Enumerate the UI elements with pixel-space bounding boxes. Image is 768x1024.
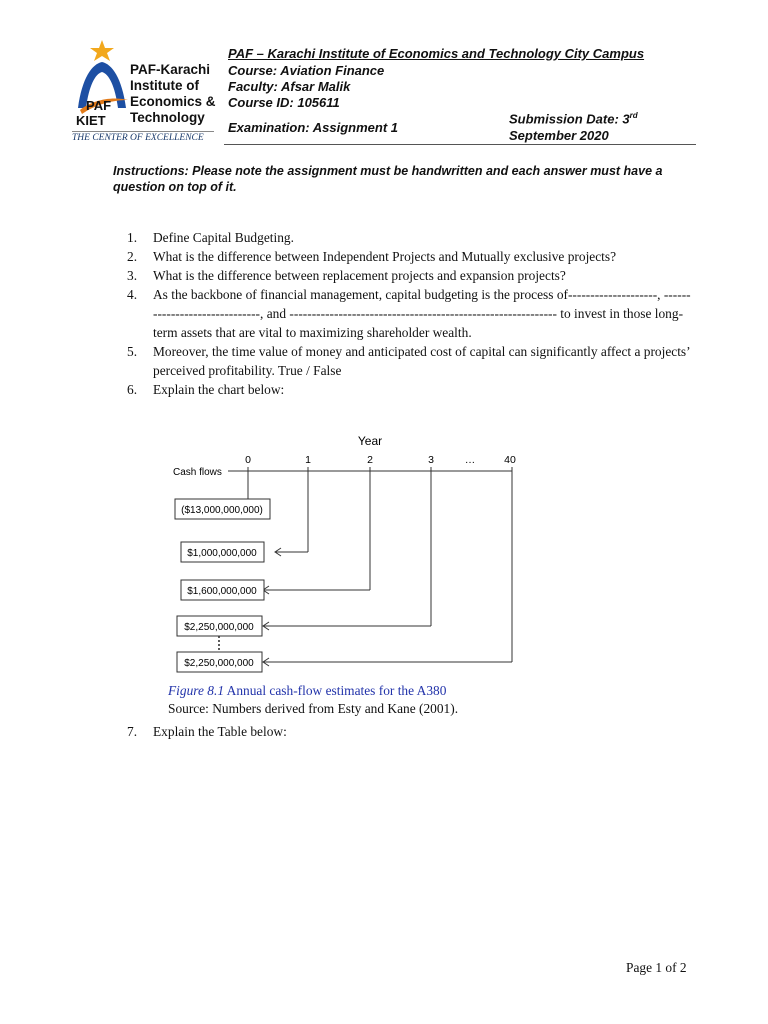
figure-box-value: $2,250,000,000	[184, 658, 254, 669]
page-number: Page 1 of 2	[626, 960, 687, 975]
question-number: 5.	[127, 344, 138, 359]
question-text: Define Capital Budgeting.	[153, 230, 294, 245]
figure-source: Source: Numbers derived from Esty and Kane (2001).	[168, 701, 459, 716]
question-item	[127, 228, 695, 247]
question-text: As the backbone of financial management, capital budgeting is the process of--------------------, ------------------------------, and ------------------------------------------------------------ to invest in those long-term assets that are vital to maximizing shareholder wealth.	[153, 287, 691, 340]
figure-year-tick: 1	[305, 454, 311, 466]
figure-box-value: $1,000,000,000	[187, 548, 257, 559]
figure-box-year-3	[177, 616, 262, 636]
cash-flow-figure	[160, 430, 540, 720]
campus-title: PAF – Karachi Institute of Economics and Technology City Campus	[228, 46, 645, 61]
document-header	[72, 38, 696, 146]
course-id: Course ID: 105611	[228, 95, 340, 110]
submission-date-sup: rd	[629, 111, 638, 120]
question-number: 7.	[127, 724, 138, 739]
question-number: 6.	[127, 382, 138, 397]
question-number: 2.	[127, 249, 138, 264]
logo-paf-text: PAF	[86, 98, 112, 113]
figure-caption-title: Annual cash-flow estimates for the A380	[226, 683, 447, 698]
logo-line-2: Institute of	[130, 78, 199, 93]
figure-box-year-2	[181, 580, 264, 600]
figure-box-value: ($13,000,000,000)	[181, 505, 263, 516]
figure-box-value: $2,250,000,000	[184, 622, 254, 633]
question-text: What is the difference between Independent Projects and Mutually exclusive projects?	[153, 249, 617, 264]
figure-box-year-0	[175, 499, 270, 519]
header-divider	[224, 144, 696, 145]
figure-box-value: $1,600,000,000	[187, 586, 257, 597]
question-item	[127, 247, 695, 266]
instructions: Instructions: Please note the assignment must be handwritten and each answer must have a question on top of it.	[113, 164, 663, 194]
question-number: 4.	[127, 287, 138, 302]
submission-date-label: Submission Date: 3	[509, 111, 630, 127]
figure-year-tick: 2	[367, 454, 373, 466]
figure-caption	[168, 682, 458, 718]
submission-date	[509, 111, 638, 126]
logo-line-4: Technology	[130, 110, 205, 125]
logo-line-1: PAF-Karachi	[130, 62, 211, 77]
question-text: Explain the Table below:	[153, 724, 287, 739]
figure-row-label: Cash flows	[173, 467, 222, 478]
faculty-name: Faculty: Afsar Malik	[228, 79, 351, 94]
figure-year-tick: 3	[428, 454, 434, 466]
question-item	[127, 342, 695, 380]
figure-year-tick: …	[464, 454, 476, 466]
question-item	[127, 380, 695, 399]
submission-date-month: September 2020	[509, 128, 609, 143]
question-item	[127, 722, 713, 741]
logo-line-3: Economics &	[130, 94, 216, 109]
figure-year-tick: 40	[504, 454, 516, 466]
logo-kiet-text: KIET	[76, 113, 106, 128]
course-name: Course: Aviation Finance	[228, 63, 385, 78]
question-text: Moreover, the time value of money and anticipated cost of capital can significantly affect a projects’ perceived profitability. True / False	[153, 344, 690, 378]
examination-label: Examination: Assignment 1	[228, 120, 398, 135]
figure-year-tick: 0	[245, 454, 251, 466]
question-text: Explain the chart below:	[153, 382, 285, 397]
logo-star-icon	[90, 40, 114, 61]
question-text: What is the difference between replacement projects and expansion projects?	[153, 268, 566, 283]
logo-tagline: THE CENTER OF EXCELLENCE	[72, 131, 214, 143]
question-item	[127, 266, 695, 285]
figure-axis-title: Year	[357, 434, 383, 448]
figure-box-year-40	[177, 652, 262, 672]
question-item	[127, 285, 695, 342]
question-list	[127, 228, 695, 399]
figure-box-year-1	[181, 542, 264, 562]
question-number: 1.	[127, 230, 138, 245]
question-number: 3.	[127, 268, 138, 283]
figure-caption-label: Figure 8.1	[168, 683, 225, 698]
institute-logo	[72, 38, 218, 146]
figure-timeline	[219, 467, 512, 666]
